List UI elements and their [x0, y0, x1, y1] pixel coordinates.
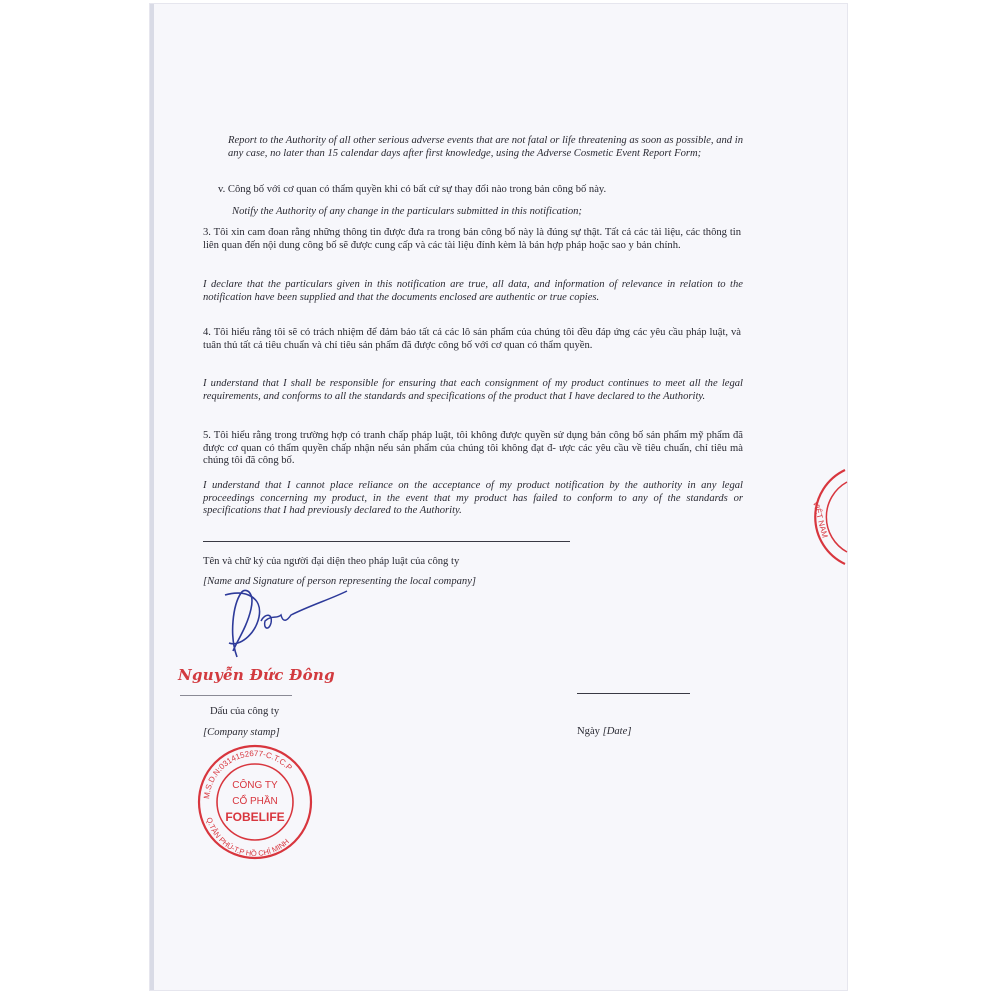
stamp-label-vietnamese: Dấu của công ty: [210, 706, 280, 717]
item-v-english: Notify the Authority of any change in the particulars submitted in this notification;: [232, 206, 582, 217]
paragraph-5-vietnamese: 5. Tôi hiểu rằng trong trường hợp có tranh chấp pháp luật, tôi không được quyền sử dụng bản công bố sản phẩm mỹ phẩm đã được cơ quan có thẩm quyền chấp nhận nếu sản phẩm của chúng tôi không đạt đ- ược các yêu cầu về tiêu chuẩn, chỉ tiêu mà chúng tôi đã công bố.: [203, 430, 743, 466]
item-iv-english: Report to the Authority of all other serious adverse events that are not fatal or life threatening as soon as possible, and in any case, no later than 15 calendar days after first knowledge, using the Adverse Cosmetic Event Report Form;: [228, 135, 743, 159]
date-label-english: [Date]: [602, 726, 632, 737]
paragraph-4-vietnamese: 4. Tôi hiểu rằng tôi sẽ có trách nhiệm để đảm bảo tất cả các lô sản phẩm của chúng tôi đều đáp ứng các yêu cầu pháp luật, và tuân thủ tất cả tiêu chuẩn và chỉ tiêu sản phẩm đã được công bố với cơ quan có thẩm quyền.: [203, 327, 741, 351]
date-rule: [577, 693, 690, 694]
signature-rule: [203, 541, 570, 542]
handwritten-signature: [215, 585, 355, 670]
date-label: [577, 726, 631, 739]
paragraph-5-english: I understand that I cannot place reliance on the acceptance of my product notification by the authority in any legal proceedings concerning my product, in the event that my product has failed to conform to any of the standards or specifications that I had previously declared to the Authority.: [203, 480, 743, 516]
signer-name: Nguyễn Đức Đông: [178, 666, 335, 684]
page-edge-shadow: [150, 4, 154, 990]
paragraph-3-vietnamese: 3. Tôi xin cam đoan rằng những thông tin được đưa ra trong bản công bố này là đúng sự thật. Tất cả các tài liệu, các thông tin liên quan đến nội dung công bố sẽ được cung cấp và các tài liệu đính kèm là bản hợp pháp hoặc sao y bản chính.: [203, 227, 741, 251]
stamp-line-2: CỔ PHẦN: [232, 796, 278, 807]
signature-label-english: [Name and Signature of person representing the local company]: [203, 576, 477, 587]
stamp-line-3: FOBELIFE: [225, 810, 285, 824]
signature-label-vietnamese: Tên và chữ ký của người đại diện theo pháp luật của công ty: [203, 556, 460, 567]
paragraph-4-english: I understand that I shall be responsible for ensuring that each consignment of my product continues to meet all the legal requirements, and conforms to all the standards and specifications of the product that I have declared to the Authority.: [203, 378, 743, 402]
partial-stamp-right: [785, 462, 855, 572]
paragraph-3-english: I declare that the particulars given in this notification are true, all data, and information of relevance in relation to the notification have been supplied and that the documents enclosed are authentic or true copies.: [203, 279, 743, 303]
stamp-ring-bottom-text: Q.TÂN PHÚ-T.P HỒ CHÍ MINH: [204, 816, 291, 859]
date-label-vietnamese: Ngày: [577, 726, 600, 737]
partial-stamp-text: VIỆT NAM: [811, 500, 830, 539]
item-v-vietnamese: v. Công bố với cơ quan có thẩm quyền khi có bất cứ sự thay đổi nào trong bản công bố này.: [218, 184, 607, 195]
stamp-line-1: CÔNG TY: [232, 780, 278, 791]
company-stamp: [195, 742, 315, 862]
signer-name-underline: [180, 695, 292, 696]
stamp-ring-top-text: M.S.D.N:0314152677-C.T.C.P: [202, 748, 294, 800]
stamp-label-english: [Company stamp]: [203, 727, 280, 738]
